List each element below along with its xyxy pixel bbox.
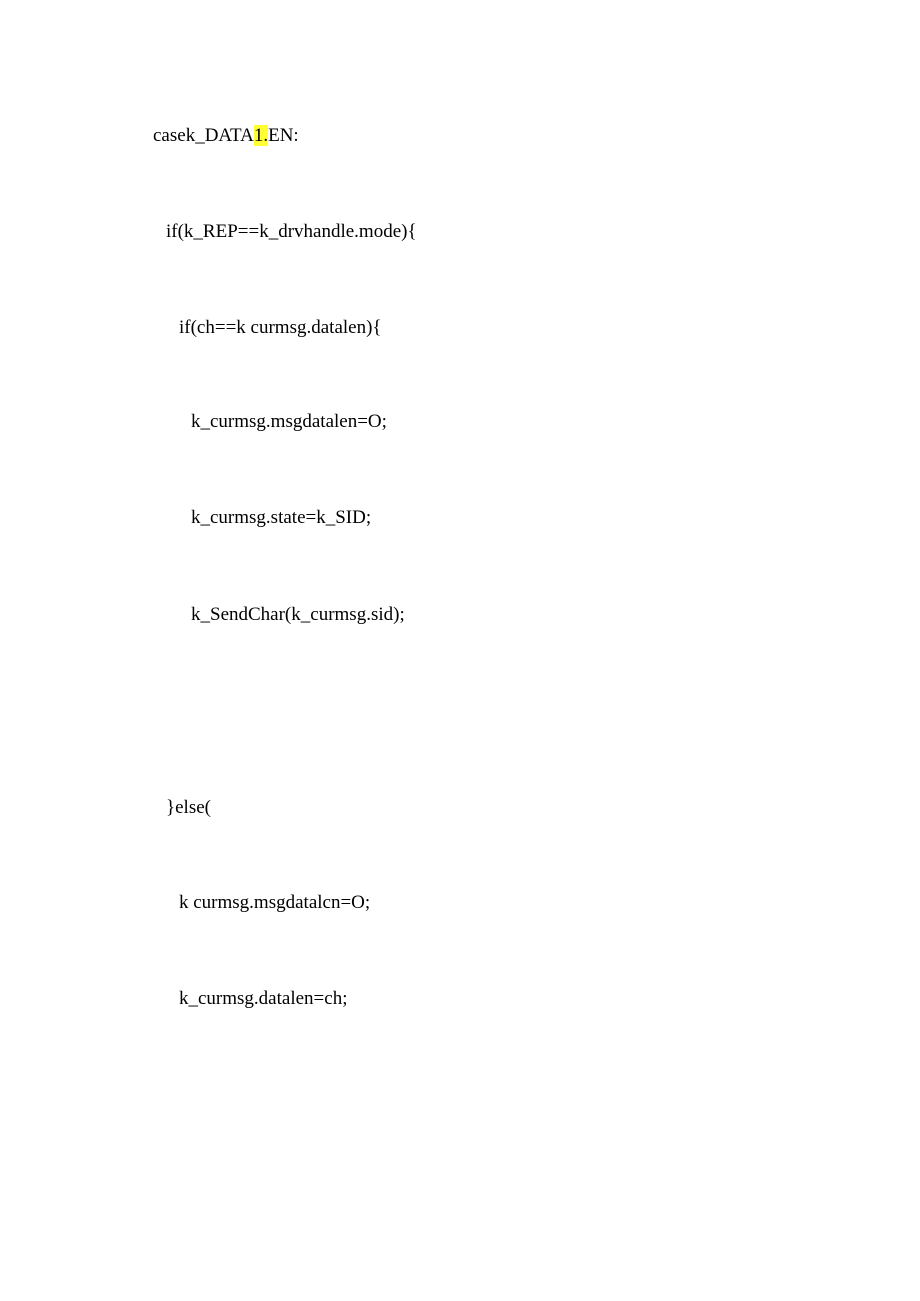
code-line-if-datalen: if(ch==k curmsg.datalen){ <box>179 317 382 338</box>
code-line-msgdatalcn: k curmsg.msgdatalcn=O; <box>179 892 371 913</box>
code-line-sendchar: k_SendChar(k_curmsg.sid); <box>191 604 405 625</box>
code-text-before-highlight: casek_DATA <box>153 125 254 146</box>
code-line-if-mode: if(k_REP==k_drvhandle.mode){ <box>166 221 417 242</box>
code-line-state: k_curmsg.state=k_SID; <box>191 507 372 528</box>
code-line-case-label <box>153 124 299 148</box>
code-line-msgdatalen: k_curmsg.msgdatalen=O; <box>191 411 387 432</box>
highlighted-text: 1. <box>253 125 269 146</box>
code-line-else: }else( <box>166 797 211 818</box>
code-text-after-highlight: EN: <box>268 125 299 146</box>
code-line-datalen-ch: k_curmsg.datalen=ch; <box>179 988 348 1009</box>
